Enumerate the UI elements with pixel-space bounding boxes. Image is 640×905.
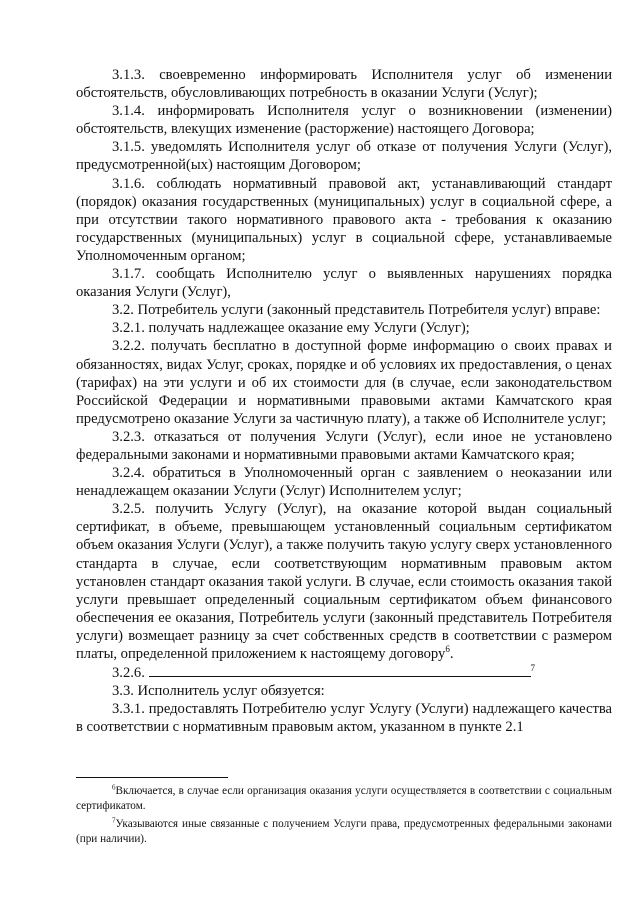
clause-3-2-4: 3.2.4. обратиться в Уполномоченный орган с заявлением о неоказании или ненадлежащем оказании Услуги (Услуг) Исполнителем услуг; xyxy=(76,465,612,500)
clause-3-2: 3.2. Потребитель услуги (законный представитель Потребителя услуг) вправе: xyxy=(112,302,601,319)
footnote-mark-7: 7 xyxy=(112,816,116,825)
clause-3-2-5-text: 3.2.5. получить Услугу (Услуг), на оказание которой выдан социальный сертификат, в объеме, превышающем установленный социальным сертификатом объем оказания Услуги (Услуг), а также получить такую услугу сверх установленного стандарта в случае, если соответствующим нормативным правовым актом установлен стандарт оказания такой услуги. В случае, если стоимость оказания такой услуги превышает определенный социальным сертификатом объем финансового обеспечения ее оказания, Потребитель услуги (законный представитель Потребителя услуги) возмещает разницу за счет собственных средств в соответствии с размером платы, определенной приложением к настоящему договору xyxy=(76,501,612,662)
clause-3-3: 3.3. Исполнитель услуг обязуется: xyxy=(112,683,325,700)
footnote-7-text: Указываются иные связанные с получением Услуги права, предусмотренных федеральными законами (при наличии). xyxy=(76,818,612,845)
clause-3-1-3: 3.1.3. своевременно информировать Исполнителя услуг об изменении обстоятельств, обусловливающих потребность в оказании Услуги (Услуг); xyxy=(76,67,612,102)
clause-3-2-2: 3.2.2. получать бесплатно в доступной форме информацию о своих правах и обязанностях, видах Услуг, сроках, порядке и об условиях их предоставления, о ценах (тарифах) на эти услуги и об их стоимости для (в случае, если законодательством Российской Федерации и нормативными правовыми актами Камчатского края предусмотрено оказание Услуги за частичную плату), а также об Исполнителе услуг; xyxy=(76,338,612,427)
footnotes-block xyxy=(76,784,612,850)
clause-3-2-1: 3.2.1. получать надлежащее оказание ему Услуги (Услуг); xyxy=(112,320,470,337)
clause-3-3-1: 3.3.1. предоставлять Потребителю услуг Услугу (Услуги) надлежащего качества в соответствии с нормативным правовым актом, указанном в пункте 2.1 xyxy=(76,701,612,736)
contract-body xyxy=(76,66,612,736)
clause-3-1-5: 3.1.5. уведомлять Исполнителя услуг об отказе от получения Услуги (Услуг), предусмотренной(ых) настоящим Договором; xyxy=(76,139,612,174)
footnote-6-text: Включается, в случае если организация оказания услуги осуществляется в соответствии с социальным сертификатом. xyxy=(76,785,612,812)
footnote-ref-7[interactable]: 7 xyxy=(530,663,535,674)
clause-3-1-4: 3.1.4. информировать Исполнителя услуг о возникновении (изменении) обстоятельств, влекущих изменение (расторжение) настоящего Договора; xyxy=(76,103,612,138)
clause-3-2-6-label: 3.2.6. xyxy=(112,665,145,682)
footnote-ref-6[interactable]: 6 xyxy=(445,644,450,655)
clause-3-2-6 xyxy=(76,663,612,682)
clause-3-2-5-end: . xyxy=(449,646,454,662)
clause-3-1-6: 3.1.6. соблюдать нормативный правовой акт, устанавливающий стандарт (порядок) оказания государственных (муниципальных) услуг в социальной сфере, а при отсутствии такого нормативного правового акта - требования к оказанию государственных (муниципальных) услуг в социальной сфере, устанавливаемые Уполномоченным органом; xyxy=(76,175,612,264)
clause-3-2-5 xyxy=(76,500,612,663)
footnote-7 xyxy=(76,817,612,847)
clause-3-2-3: 3.2.3. отказаться от получения Услуги (Услуг), если иное не установлено федеральными законами и нормативными правовыми актами Камчатского края; xyxy=(76,428,612,463)
footnote-6 xyxy=(76,784,612,814)
footnote-mark-6: 6 xyxy=(112,783,116,792)
clause-3-1-7: 3.1.7. сообщать Исполнителю услуг о выявленных нарушениях порядка оказания Услуги (Услуг), xyxy=(76,266,612,301)
fill-in-blank-line xyxy=(149,663,531,677)
footnote-separator xyxy=(76,777,228,778)
